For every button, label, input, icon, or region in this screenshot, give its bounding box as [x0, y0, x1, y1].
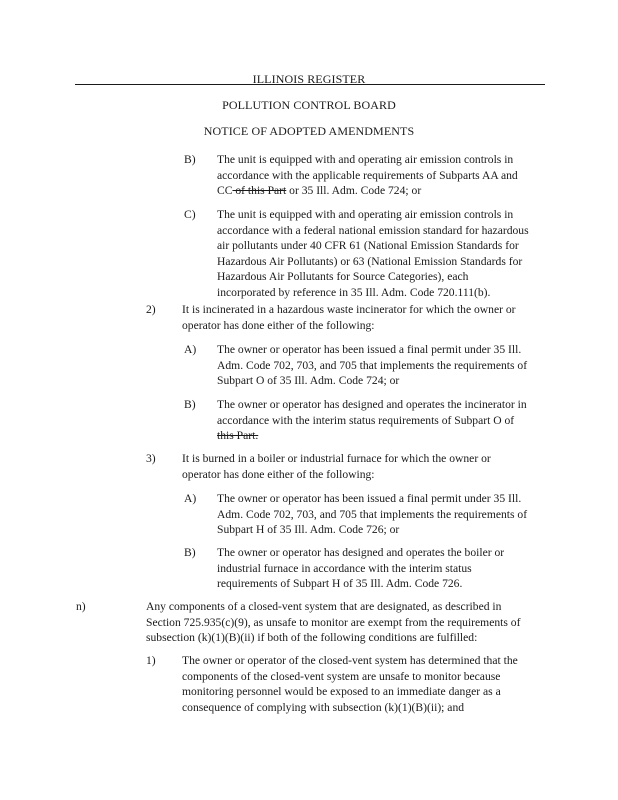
- struck-text: this Part.: [217, 429, 259, 443]
- item-label: 1): [146, 654, 156, 667]
- text-line: operator has done either of the following:: [182, 467, 375, 481]
- text-line: accordance with a federal national emission standard for hazardous: [217, 223, 529, 237]
- text-line: incorporated by reference in 35 Ill. Adm. Code 720.111(b).: [217, 285, 491, 299]
- item-text: [182, 451, 491, 482]
- text-line: Adm. Code 702, 703, and 705 that implements the requirements of: [217, 358, 528, 372]
- item-label: A): [184, 492, 197, 505]
- item-label: B): [184, 398, 196, 411]
- text-line: The owner or operator has been issued a final permit under 35 Ill.: [217, 343, 522, 356]
- item-text: [217, 207, 529, 301]
- register-title: ILLINOIS REGISTER: [252, 72, 366, 86]
- item-text: [217, 342, 527, 389]
- text-line: requirements of Subpart H of 35 Ill. Adm. Code 726.: [217, 577, 463, 591]
- text-line: subsection (k)(1)(B)(ii) if both of the following conditions are fulfilled:: [146, 631, 478, 645]
- item-label: C): [184, 208, 196, 221]
- text-line: components of the closed-vent system are unsafe to monitor because: [182, 669, 501, 683]
- text-line: It is burned in a boiler or industrial furnace for which the owner or: [182, 452, 491, 465]
- text-line: monitoring personnel would be exposed to an immediate danger as a: [182, 685, 501, 699]
- notice-title: NOTICE OF ADOPTED AMENDMENTS: [203, 124, 415, 138]
- text-line: Hazardous Air Pollutants) or 63 (National Emission Standards for: [217, 254, 523, 268]
- text-line: The owner or operator of the closed-vent system has determined that the: [182, 654, 518, 667]
- text-line: Subpart H of 35 Ill. Adm. Code 726; or: [217, 523, 400, 537]
- item-label: n): [76, 600, 86, 613]
- text-line: consequence of complying with subsection (k)(1)(B)(ii); and: [182, 700, 465, 714]
- text-line: accordance with the applicable requirements of Subparts AA and: [217, 168, 518, 182]
- text-line: air pollutants under 40 CFR 61 (National Emission Standards for: [217, 239, 519, 253]
- text-line: Subpart O of 35 Ill. Adm. Code 724; or: [217, 374, 400, 388]
- text-line: It is incinerated in a hazardous waste incinerator for which the owner or: [182, 303, 516, 316]
- item-text: [182, 302, 516, 333]
- text-fragment: CC: [217, 184, 233, 198]
- item-text: [146, 599, 520, 646]
- item-label: B): [184, 153, 196, 166]
- text-line: [217, 183, 518, 199]
- text-line: The owner or operator has designed and operates the boiler or: [217, 546, 505, 559]
- item-text: [217, 491, 527, 538]
- item-label: 3): [146, 452, 156, 465]
- item-text: [217, 545, 504, 592]
- item-text: [182, 653, 518, 715]
- item-label: 2): [146, 303, 156, 316]
- header-rule: [75, 84, 545, 85]
- text-line: operator has done either of the following:: [182, 318, 375, 332]
- text-line: Any components of a closed-vent system that are designated, as described in: [146, 600, 502, 613]
- text-line: Adm. Code 702, 703, and 705 that implements the requirements of: [217, 507, 528, 521]
- item-text: [217, 152, 518, 199]
- struck-text: of this Part: [232, 184, 287, 198]
- text-line: The owner or operator has been issued a final permit under 35 Ill.: [217, 492, 522, 505]
- text-line: The owner or operator has designed and operates the incinerator in: [217, 398, 527, 411]
- text-line: Section 725.935(c)(9), as unsafe to monitor are exempt from the requirements of: [146, 615, 521, 629]
- text-line: The unit is equipped with and operating air emission controls in: [217, 208, 514, 221]
- text-fragment: or 35 Ill. Adm. Code 724; or: [286, 184, 422, 198]
- item-label: B): [184, 546, 196, 559]
- board-title: POLLUTION CONTROL BOARD: [222, 98, 396, 112]
- item-label: A): [184, 343, 197, 356]
- text-line: The unit is equipped with and operating air emission controls in: [217, 153, 514, 166]
- text-line: industrial furnace in accordance with the interim status: [217, 561, 472, 575]
- text-line: accordance with the interim status requirements of Subpart O of: [217, 413, 515, 427]
- text-line: Hazardous Air Pollutants for Source Categories), each: [217, 270, 469, 284]
- item-text: [217, 397, 527, 444]
